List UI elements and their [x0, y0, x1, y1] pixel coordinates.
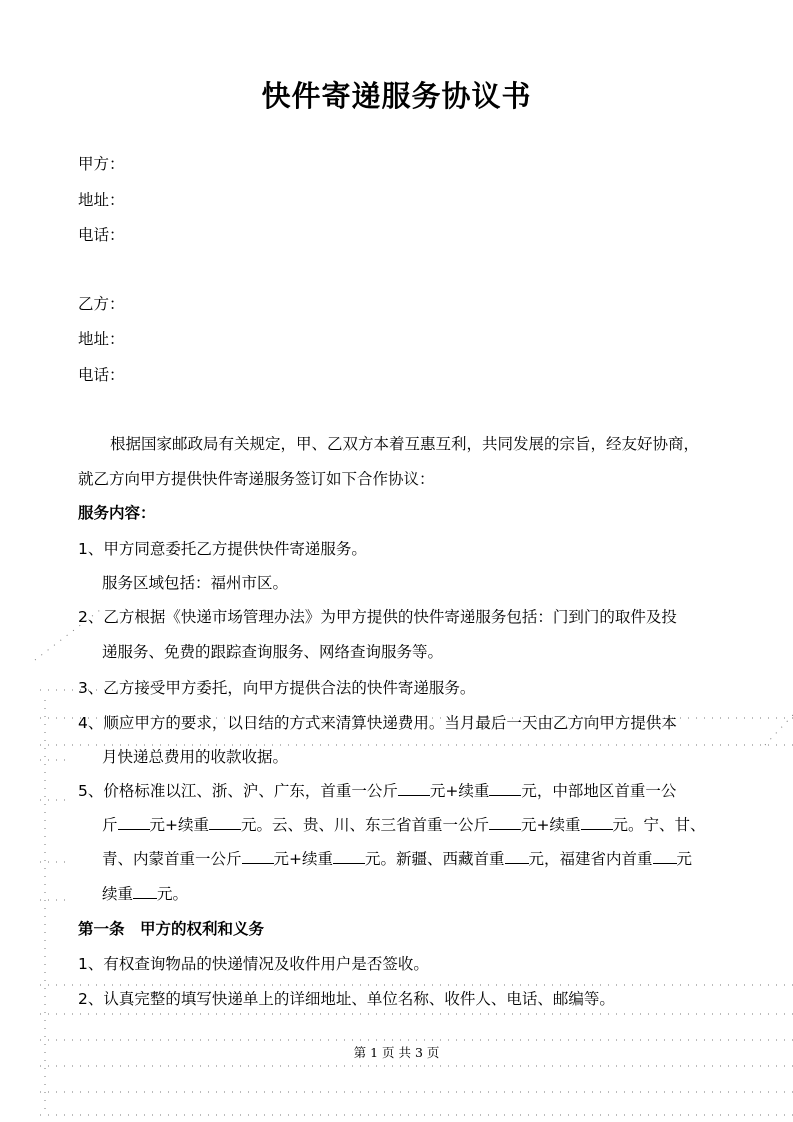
price-blank: [505, 849, 529, 864]
intro-line-1: 根据国家邮政局有关规定，甲、乙双方本着互惠互利，共同发展的宗旨，经友好协商，: [110, 435, 700, 453]
party-b-label: 乙方：: [78, 295, 125, 313]
document-title: 快件寄递服务协议书: [261, 79, 532, 113]
price-blank: [242, 849, 274, 864]
price-text: 元+续重: [149, 816, 210, 834]
service-item-5-line-2: [102, 813, 706, 835]
price-blank: [581, 815, 613, 830]
price-blank: [489, 781, 521, 796]
price-blank: [209, 815, 241, 830]
price-text: 元+续重: [521, 816, 581, 834]
article-1-heading: 第一条 甲方的权利和义务: [78, 920, 265, 938]
price-blank: [118, 815, 150, 830]
price-text: 5、价格标准以江、浙、沪、广东，首重一公斤: [78, 782, 398, 800]
article-1-item-2: 2、认真完整的填写快递单上的详细地址、单位名称、收件人、电话、邮编等。: [78, 990, 615, 1008]
service-item-2-line-2: 递服务、免费的跟踪查询服务、网络查询服务等。: [102, 643, 444, 661]
service-item-5-line-3: [102, 847, 692, 869]
intro-line-2: 就乙方向甲方提供快件寄递服务签订如下合作协议：: [78, 470, 435, 488]
price-blank: [653, 849, 677, 864]
price-text: 元+续重: [429, 782, 490, 800]
party-a-label: 甲方：: [78, 155, 125, 173]
party-b-address-label: 地址：: [78, 330, 125, 348]
price-text: 元。云、贵、川、东三省首重一公斤: [241, 816, 490, 834]
price-text: 元。: [157, 885, 189, 903]
party-b-phone-label: 电话：: [78, 366, 125, 384]
service-item-5-line-4: [102, 882, 188, 904]
service-item-4-line-1: 4、顺应甲方的要求，以日结的方式来清算快递费用。当月最后一天由乙方向甲方提供本: [78, 714, 677, 732]
price-blank: [489, 815, 521, 830]
service-item-1: 1、甲方同意委托乙方提供快件寄递服务。: [78, 540, 367, 558]
price-text: 元，福建省内首重: [528, 850, 653, 868]
service-item-5-line-1: [78, 779, 676, 801]
price-text: 元。新疆、西藏首重: [365, 850, 505, 868]
price-text: 续重: [102, 885, 134, 903]
price-text: 元+续重: [273, 850, 334, 868]
service-item-3: 3、乙方接受甲方委托，向甲方提供合法的快件寄递服务。: [78, 679, 476, 697]
price-text: 元: [676, 850, 693, 868]
page-footer: 第 1 页 共 3 页: [353, 1045, 440, 1060]
service-item-2-line-1: 2、乙方根据《快递市场管理办法》为甲方提供的快件寄递服务包括：门到门的取件及投: [78, 608, 677, 626]
article-1-item-1: 1、有权查询物品的快递情况及收件用户是否签收。: [78, 955, 429, 973]
service-item-4-line-2: 月快递总费用的收款收据。: [102, 748, 289, 766]
price-blank: [333, 849, 365, 864]
price-text: 青、内蒙首重一公斤: [102, 850, 242, 868]
price-blank: [398, 781, 430, 796]
service-item-1-sub: 服务区域包括：福州市区。: [102, 574, 289, 592]
price-blank: [133, 884, 157, 899]
service-heading: 服务内容：: [78, 504, 156, 522]
price-text: 元。宁、甘、: [612, 816, 706, 834]
price-text: 斤: [102, 816, 118, 834]
price-text: 元，中部地区首重一公: [521, 782, 677, 800]
party-a-address-label: 地址：: [78, 191, 125, 209]
party-a-phone-label: 电话：: [78, 226, 125, 244]
